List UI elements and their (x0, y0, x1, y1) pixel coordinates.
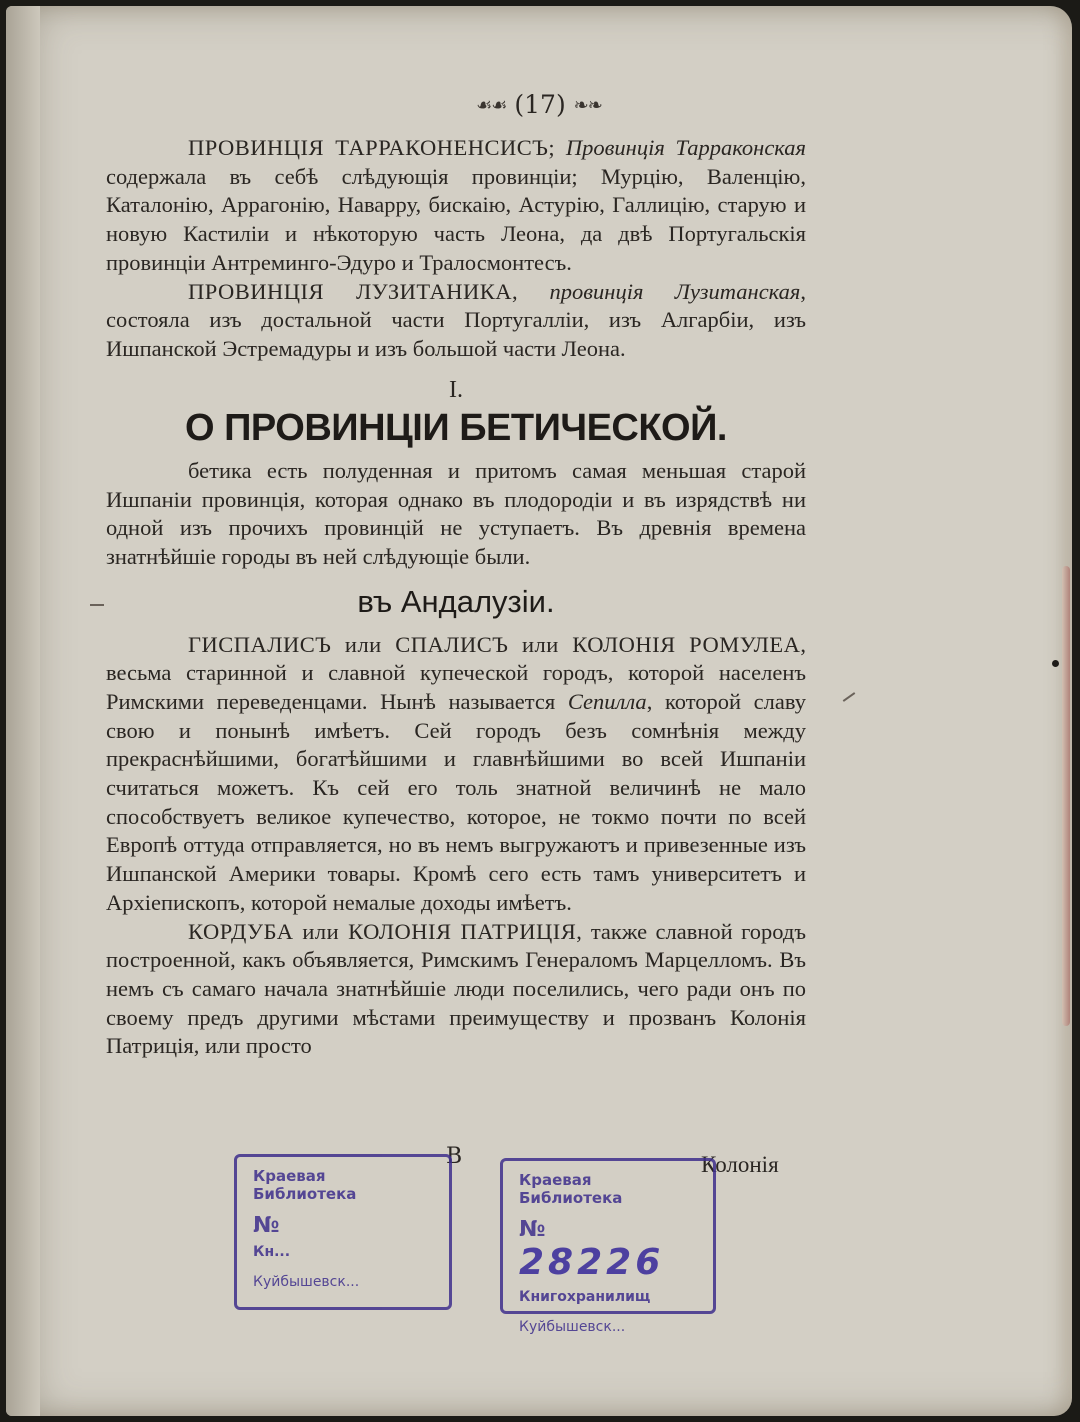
text-column (106, 134, 806, 1061)
section-number: I. (449, 376, 463, 403)
section-title: О ПРОВИНЦІИ БЕТИЧЕСКОЙ. (184, 407, 727, 450)
paragraph-baetica: бетика есть полуденная и притомъ самая меньшая старой Ишпаніи провинція, которая однако въ плодородіи и въ изрядствѣ ни одной изъ прочихъ провинцій не уступаетъ. Въ древнія времена знатнѣйшіе городы въ ней слѣдующіе были. (106, 458, 806, 570)
page-spine-shadow (6, 6, 40, 1416)
handwritten-number: 28226 (519, 1242, 665, 1283)
book-page (6, 6, 1072, 1416)
paragraph-tarraconensis: ПРОВИНЦІЯ ТАРРАКОНЕНСИСЪ; Провинція Тарраконская содержала въ себѣ слѣдующія провинціи; Мурцію, Валенцію, Каталонію, Аррагонію, Наварру, бискаію, Астурію, Галлицію, старую и новую Кастиліи и нѣкоторую часть Леона, да двѣ Португальскія провинціи Антреминго-Эдуро и Тралосмонтесъ. (106, 135, 806, 275)
subsection-title: въ Андалузіи. (357, 583, 555, 619)
paragraph-lusitanica: ПРОВИНЦІЯ ЛУЗИТАНИКА, провинція Лузитанская, состояла изъ достальной части Португалліи, изъ Алгарбіи, изъ Ишпанской Эстремадуры и изъ большой части Леона. (106, 278, 806, 361)
page-number: 17 (524, 90, 556, 119)
page-edge (1062, 566, 1070, 1026)
library-stamp-right: Краевая Библиотека № 28226 Книгохранилищ Куйбышевск... (500, 1158, 716, 1314)
left-ornament-icon: ☙ (476, 95, 492, 116)
paragraph-hispalis: ГИСПАЛИСЪ или СПАЛИСЪ или КОЛОНІЯ РОМУЛЕА, весьма старинной и славной купеческой городъ, которой населенъ Римскими переведенцами. Нынѣ называется Сепилла, которой славу свою и понынѣ имѣетъ. Сей городъ безъ сомнѣнія между прекраснѣйшими, богатѣйшими и главнѣйшими во всей Ишпаніи считаться можетъ. Къ сей его толь знатной величинѣ не мало способствуетъ великое купечество, которое, не токмо почти по всей Европѣ оттуда отправляется, но въ немъ выгружаютъ и привезенные изъ Ишпанской Америки товары. Кромѣ сего есть тамъ университетъ и Архіепископъ, которой немалые доходы имѣетъ. (106, 631, 806, 915)
library-stamp-left: Краевая Библиотека № Кн... Куйбышевск... (234, 1154, 452, 1310)
margin-mark (843, 692, 856, 702)
catchword: Колонія (701, 1152, 779, 1177)
ink-speck (1052, 660, 1059, 667)
margin-mark (90, 604, 104, 606)
signature-mark: В (446, 1144, 463, 1169)
running-head: ☙☙ (17) ❧❧ (476, 90, 602, 119)
right-ornament-icon: ❧ (573, 95, 588, 116)
paragraph-corduba: КОРДУБА или КОЛОНІЯ ПАТРИЦІЯ, также славной городъ построенной, какъ объявляется, Римскимъ Генераломъ Марцелломъ. Въ немъ съ самаго начала знатнѣйшіе люди поселились, чего ради онъ по своему предъ другими мѣстами преимуществу и прозванъ Колонія Патриція, или просто (106, 918, 806, 1059)
